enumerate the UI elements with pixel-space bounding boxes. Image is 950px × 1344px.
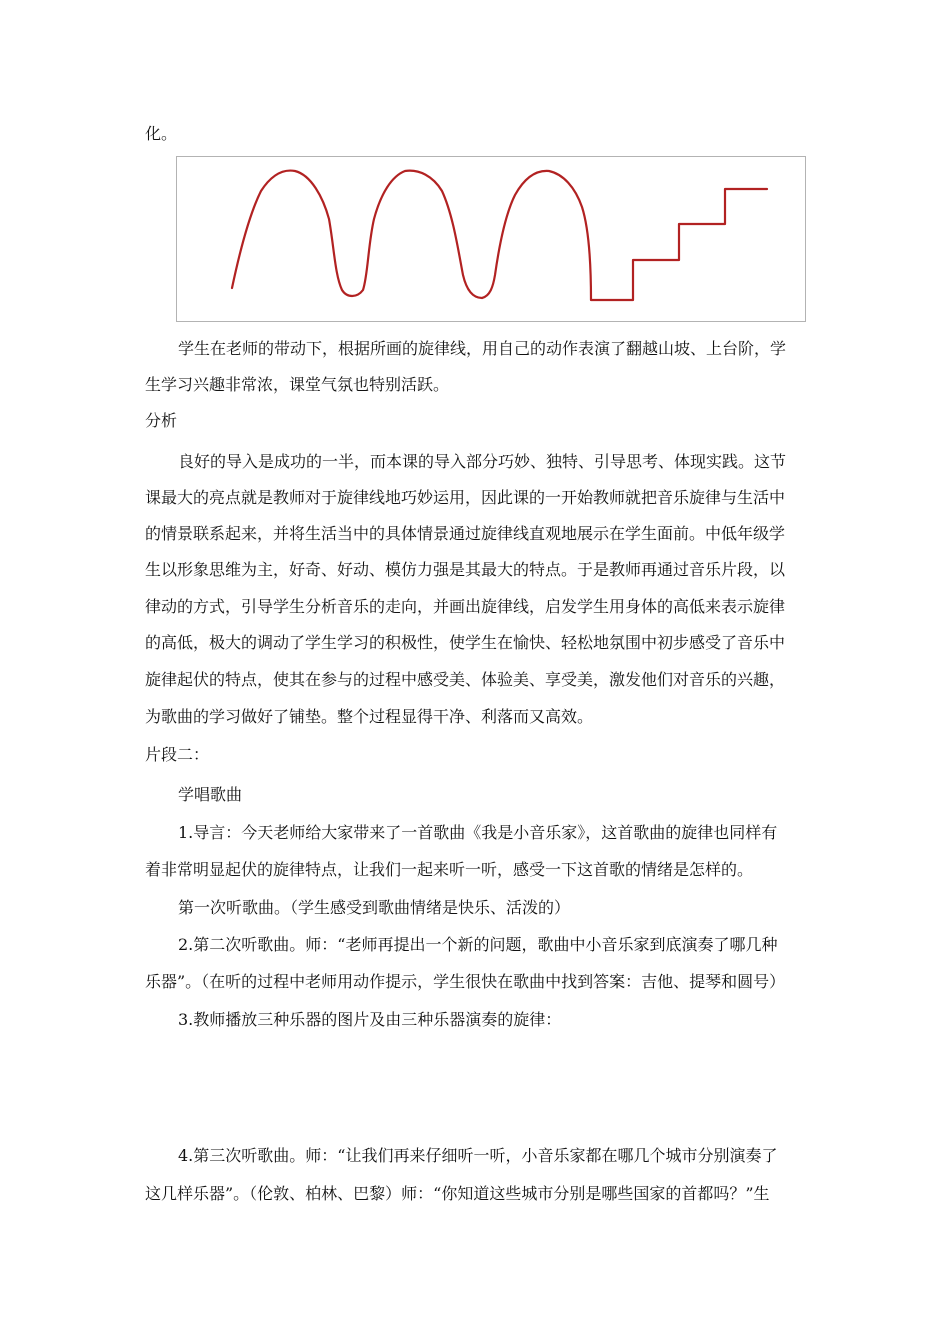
text-line: 生学习兴趣非常浓，课堂气氛也特别活跃。 xyxy=(145,375,450,394)
subsection-heading: 学唱歌曲 xyxy=(178,785,243,804)
text-line: 为歌曲的学习做好了铺垫。整个过程显得干净、利落而又高效。 xyxy=(145,707,594,726)
text-line: 3.教师播放三种乐器的图片及由三种乐器演奏的旋律： xyxy=(178,1010,562,1029)
text-line: 4.第三次听歌曲。师：“让我们再来仔细听一听，小音乐家都在哪几个城市分别演奏了 xyxy=(178,1146,778,1165)
melody-line-figure xyxy=(176,156,806,322)
text-line: 这几样乐器”。（伦敦、柏林、巴黎）师：“你知道这些城市分别是哪些国家的首都吗？”生 xyxy=(145,1184,770,1203)
text-line: 着非常明显起伏的旋律特点，让我们一起来听一听，感受一下这首歌的情绪是怎样的。 xyxy=(145,860,754,879)
text-line: 2.第二次听歌曲。师：“老师再提出一个新的问题，歌曲中小音乐家到底演奏了哪几种 xyxy=(178,935,778,954)
text-line: 良好的导入是成功的一半，而本课的导入部分巧妙、独特、引导思考、体现实践。这节 xyxy=(178,452,787,471)
text-line: 1.导言：今天老师给大家带来了一首歌曲《我是小音乐家》，这首歌曲的旋律也同样有 xyxy=(178,823,778,842)
text-line: 的高低，极大的调动了学生学习的积极性，使学生在愉快、轻松地氛围中初步感受了音乐中 xyxy=(145,633,786,652)
text-line: 乐器”。（在听的过程中老师用动作提示，学生很快在歌曲中找到答案：吉他、提琴和圆号） xyxy=(145,972,786,991)
section-heading: 片段二： xyxy=(145,745,210,764)
text-line: 学生在老师的带动下，根据所画的旋律线，用自己的动作表演了翻越山坡、上台阶，学 xyxy=(178,339,787,358)
melody-hills-line xyxy=(232,171,767,300)
text-line: 生以形象思维为主，好奇、好动、模仿力强是其最大的特点。于是教师再通过音乐片段，以 xyxy=(145,560,786,579)
text-line: 第一次听歌曲。（学生感受到歌曲情绪是快乐、活泼的） xyxy=(178,898,571,917)
text-line: 化。 xyxy=(145,124,178,143)
text-line: 课最大的亮点就是教师对于旋律线地巧妙运用，因此课的一开始教师就把音乐旋律与生活中 xyxy=(145,488,786,507)
text-line: 旋律起伏的特点，使其在参与的过程中感受美、体验美、享受美，激发他们对音乐的兴趣， xyxy=(145,670,786,689)
text-line: 的情景联系起来，并将生活当中的具体情景通过旋律线直观地展示在学生面前。中低年级学 xyxy=(145,524,786,543)
text-line: 律动的方式，引导学生分析音乐的走向，并画出旋律线，启发学生用身体的高低来表示旋律 xyxy=(145,597,786,616)
section-heading: 分析 xyxy=(145,411,178,430)
melody-line-drawing xyxy=(177,157,807,323)
